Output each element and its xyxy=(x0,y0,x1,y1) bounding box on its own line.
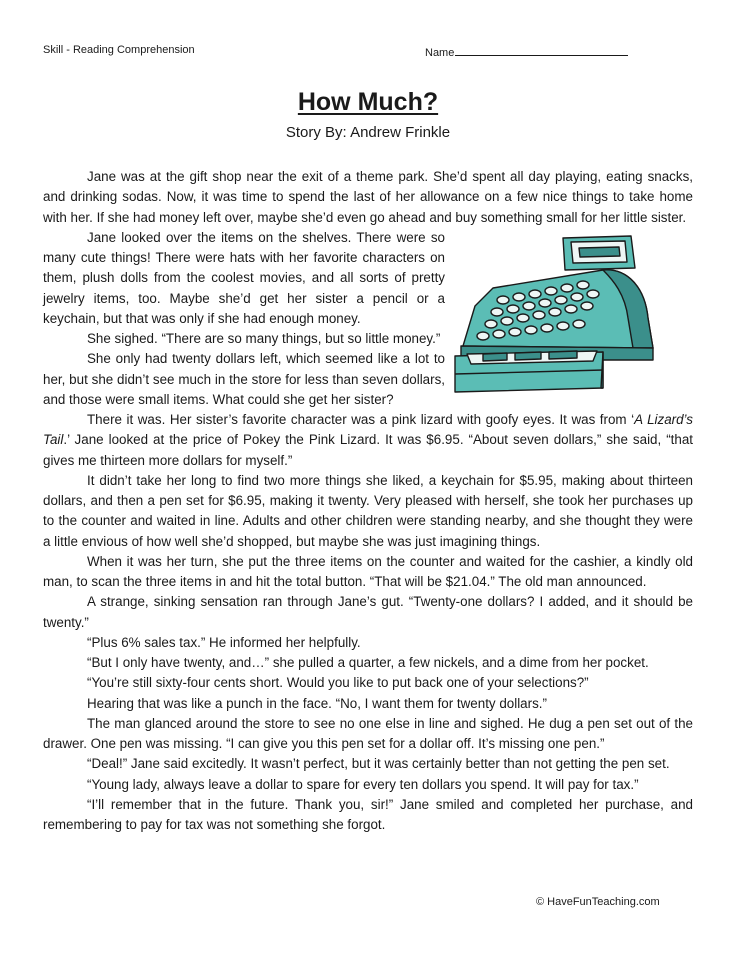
page-title: How Much? xyxy=(297,88,439,116)
paragraph: “Plus 6% sales tax.” He informed her helpfully. xyxy=(87,634,361,650)
name-label: Name xyxy=(425,47,455,59)
paragraph: She only had twenty dollars left, which seemed like a lot to her, but she didn’t see much in the store for less than seven dollars, and those were small items. What could she get her sister? xyxy=(43,351,445,407)
paragraph: “But I only have twenty, and…” she pulled a quarter, a few nickels, and a dime from her pocket. xyxy=(87,655,649,670)
book-title: A Lizard’s Tail xyxy=(43,412,693,448)
paragraph: It didn’t take her long to find two more things she liked, a keychain for $5.95, making about thirteen dollars, and then a pen set for $6.95, making it twenty. Very pleased with herself, she took her purchases up to the counter and waited in line. Adults and other children were standing nearby, and she thought they were a little envious of how well she’d shopped, but maybe she was just imagining things. xyxy=(43,472,693,549)
paragraph: When it was her turn, she put the three items on the counter and waited for the cashier, a kindly old man, to scan the three items in and hit the total button. “That will be $21.04.” The old man announced. xyxy=(43,553,693,589)
paragraph: Hearing that was like a punch in the face. “No, I want them for twenty dollars.” xyxy=(87,695,547,711)
paragraph: Jane looked over the items on the shelves. There were so many cute things! There were hats with her favorite characters on them, plush dolls from the coolest movies, and all sorts of pretty jewelry items, too. Maybe she’d get her sister a pencil or a keychain, but that was only if she had enough money. xyxy=(43,229,445,326)
story-byline: Story By: Andrew Frinkle xyxy=(285,124,451,141)
paragraph: Jane was at the gift shop near the exit of a theme park. She’d spent all day playing, eating snacks, and drinking sodas. Now, it was time to spend the last of her allowance on a few nice things to take home with her. If she had money left over, maybe she’d even go ahead and buy something small for her little sister. xyxy=(43,169,693,225)
paragraph: She sighed. “There are so many things, but so little money.” xyxy=(87,331,441,346)
paragraph: A strange, sinking sensation ran through Jane’s gut. “Twenty-one dollars? I added, and it should be twenty.” xyxy=(43,594,693,630)
paragraph-text: .’ Jane looked at the price of Pokey the Pink Lizard. It was $6.95. “About seven dollars,” she said, “that gives me thirteen more dollars for myself.” xyxy=(43,432,693,468)
paragraph: “You’re still sixty-four cents short. Would you like to put back one of your selections?” xyxy=(87,675,589,691)
paragraph-text: There it was. Her sister’s favorite character was a pink lizard with goofy eyes. It was from ‘ xyxy=(87,412,635,427)
paragraph: “I’ll remember that in the future. Thank you, sir!” Jane smiled and completed her purchase, and remembering to pay for tax was not something she forgot. xyxy=(43,796,693,832)
paragraph: The man glanced around the store to see no one else in line and sighed. He dug a pen set out of the drawer. One pen was missing. “I can give you this pen set for a dollar off. It’s missing one pen.” xyxy=(43,715,693,751)
name-field[interactable] xyxy=(425,44,628,59)
paragraph: “Young lady, always leave a dollar to spare for every ten dollars you spend. It will pay for tax.” xyxy=(87,776,639,792)
cash-register-icon xyxy=(453,228,693,398)
story-text xyxy=(43,167,693,835)
paragraph xyxy=(43,410,693,471)
copyright-footer: © HaveFunTeaching.com xyxy=(536,896,660,908)
skill-label: Skill - Reading Comprehension xyxy=(43,44,195,56)
paragraph: “Deal!” Jane said excitedly. It wasn’t perfect, but it was certainly better than not getting the pen set. xyxy=(87,756,670,772)
name-blank-line[interactable] xyxy=(455,44,628,56)
